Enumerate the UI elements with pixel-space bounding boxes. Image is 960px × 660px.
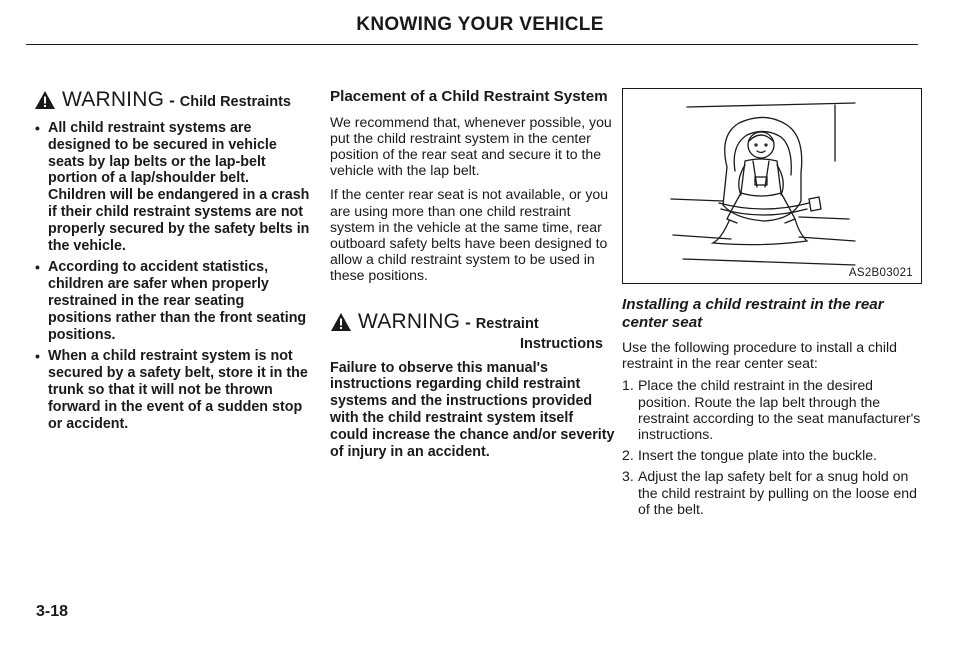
step-text: Place the child restraint in the desired position. Route the lap belt through the restraint according to the seat manufacturer's instructions. bbox=[638, 377, 921, 443]
warning-dash: - bbox=[169, 91, 175, 110]
warning-bullet bbox=[34, 348, 310, 432]
bullet-dot-icon: • bbox=[35, 348, 40, 365]
step-text: Adjust the lap safety belt for a snug hold on the child restraint by pulling on the loose end of the belt. bbox=[638, 468, 917, 517]
warning-restraint-heading bbox=[330, 310, 615, 334]
installing-caption: Installing a child restraint in the rear center seat bbox=[622, 296, 884, 331]
warning-bullet-text: According to accident statistics, children are safer when properly restrained in the rear seating positions rather than the front seating positions. bbox=[48, 259, 307, 343]
bullet-dot-icon: • bbox=[35, 259, 40, 276]
figure-code: AS2B03021 bbox=[848, 267, 913, 279]
bullet-dot-icon: • bbox=[35, 120, 40, 136]
warning-child-restraints-heading bbox=[34, 88, 310, 112]
installing-step bbox=[622, 377, 924, 442]
placement-paragraph: If the center rear seat is not available, or you are using more than one child restraint system in the vehicle at the same time, rear outboard safety belts have been designed to allow a child restraint system to be used in these positions. bbox=[330, 186, 609, 284]
installing-step bbox=[622, 447, 924, 463]
warning-word: WARNING bbox=[62, 88, 165, 111]
warning-bullet-list bbox=[34, 120, 310, 432]
warning-word: WARNING bbox=[358, 309, 461, 333]
warning-restraint-instructions bbox=[330, 310, 615, 461]
installing-step bbox=[622, 468, 924, 517]
warning-triangle-icon bbox=[34, 90, 56, 110]
warning-dash: - bbox=[465, 312, 471, 332]
installing-steps bbox=[622, 377, 924, 517]
warning-bullet bbox=[34, 259, 310, 343]
warning-subject-continued: Instructions bbox=[520, 335, 603, 352]
placement-paragraph: We recommend that, whenever possible, you put the child restraint system in the center position of the rear seat and secure it to the vehicle with the lap belt. bbox=[330, 113, 612, 179]
page-header: KNOWING YOUR VEHICLE bbox=[356, 14, 604, 35]
warning-bullet bbox=[34, 120, 310, 254]
column-right bbox=[622, 88, 924, 522]
warning-body: Failure to observe this manual's instructions regarding child restraint systems and the instructions provided with the child restraint system itself could increase the chance and/or severity of injury in an accident. bbox=[330, 359, 615, 460]
step-number: 2. bbox=[622, 447, 634, 464]
column-middle bbox=[330, 88, 615, 460]
warning-subject: Child Restraints bbox=[179, 94, 291, 110]
step-number: 3. bbox=[622, 468, 634, 485]
child-seat-drawing bbox=[623, 89, 923, 285]
step-number: 1. bbox=[622, 377, 634, 394]
installing-intro: Use the following procedure to install a child restraint in the rear center seat: bbox=[622, 339, 897, 372]
header-rule bbox=[26, 44, 918, 45]
warning-triangle-icon bbox=[330, 312, 352, 332]
column-left bbox=[34, 88, 310, 437]
warning-bullet-text: When a child restraint system is not secured by a safety belt, store it in the trunk so that it will not be thrown forward in the event of a sudden stop or accident. bbox=[48, 348, 308, 432]
child-seat-illustration bbox=[622, 88, 922, 284]
page-number: 3-18 bbox=[36, 603, 69, 620]
placement-title: Placement of a Child Restraint System bbox=[330, 88, 608, 105]
warning-subject: Restraint bbox=[475, 315, 539, 332]
step-text: Insert the tongue plate into the buckle. bbox=[638, 447, 877, 464]
warning-bullet-text: All child restraint systems are designed to be secured in vehicle seats by lap belts or the lap-belt portion of a lap/shoulder belt. Children will be endangered in a crash if their child restraint systems are not properly secured by the safety belts in the vehicle. bbox=[48, 120, 310, 254]
